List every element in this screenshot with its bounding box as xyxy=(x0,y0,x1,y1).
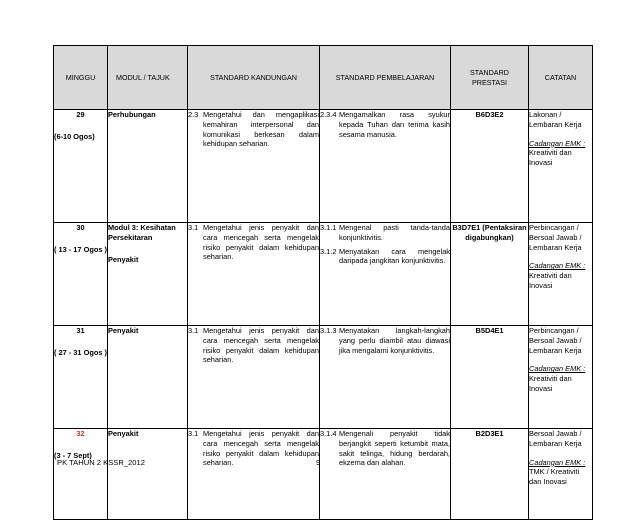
cadangan-text: Kreativiti dan Inovasi xyxy=(529,271,572,290)
kandungan-number: 3.1 xyxy=(188,326,199,335)
modul-title: Penyakit xyxy=(108,429,139,438)
header-row xyxy=(54,46,593,110)
modul-title: Perhubungan xyxy=(108,110,156,119)
cell-pembelajaran xyxy=(320,326,451,429)
modul-subtitle: Penyakit xyxy=(108,254,139,264)
modul-title: Penyakit xyxy=(108,326,139,335)
cadangan-label: Cadangan EMK : xyxy=(529,261,586,271)
header-minggu: MINGGU xyxy=(54,46,108,110)
prestasi-code: B2D3E1 xyxy=(475,429,504,438)
cell-pembelajaran xyxy=(320,429,451,520)
cell-minggu xyxy=(54,223,108,326)
cell-kandungan xyxy=(188,326,320,429)
cadangan-text: Kreativiti dan Inovasi xyxy=(529,148,572,168)
pembelajaran-number: 2.3.4 xyxy=(320,110,337,119)
catatan-text: Bersoal Jawab / Lembaran Kerja xyxy=(529,429,582,448)
lesson-plan-table xyxy=(53,45,593,520)
cell-modul xyxy=(108,223,188,326)
kandungan-text: Mengetahui dan mengaplikasi kemahiran interpersonal dan komunikasi berkesan dalam kehidupan seharian. xyxy=(203,110,319,149)
kandungan-text: Mengetahui jenis penyakit dan cara mencegah serta mengelak risiko penyakit dalam kehidupan seharian. xyxy=(203,223,319,262)
modul-title: Modul 3: Kesihatan Persekitaran xyxy=(108,223,176,242)
header-catatan: CATATAN xyxy=(529,46,593,110)
cell-minggu xyxy=(54,110,108,223)
kandungan-text: Mengetahui jenis penyakit dan cara mencegah serta mengelak risiko penyakit dalam kehidupan seharian. xyxy=(203,429,319,468)
cell-kandungan xyxy=(188,429,320,520)
pembelajaran-text: Mengenal pasti tanda-tanda konjunktivitis. xyxy=(339,223,450,242)
week-range: (3 - 7 Sept) xyxy=(54,450,92,460)
kandungan-number: 3.1 xyxy=(188,429,199,438)
header-prestasi-line2: PRESTASI xyxy=(471,77,507,87)
header-standard-kandungan: STANDARD KANDUNGAN xyxy=(188,46,320,110)
cadangan-label: Cadangan EMK : xyxy=(529,138,586,148)
header-standard-pembelajaran: STANDARD PEMBELAJARAN xyxy=(320,46,451,110)
cell-modul xyxy=(108,110,188,223)
week-number: 29 xyxy=(76,110,85,119)
prestasi-code: B3D7E1 (Pentaksiran digabungkan) xyxy=(452,223,527,242)
cadangan-text: Kreativiti dan Inovasi xyxy=(529,374,572,393)
week-number: 32 xyxy=(76,429,85,438)
table-row xyxy=(54,223,593,326)
catatan-text: Perbincangan / Bersoal Jawab / Lembaran Kerja xyxy=(529,326,582,355)
cell-prestasi xyxy=(451,429,529,520)
week-number: 30 xyxy=(76,223,85,232)
prestasi-code: B6D3E2 xyxy=(475,110,504,119)
cell-prestasi xyxy=(451,223,529,326)
cell-catatan xyxy=(529,429,593,520)
pembelajaran-number: 3.1.1 xyxy=(320,223,337,232)
cell-catatan xyxy=(529,110,593,223)
cadangan-text: TMK / Kreativiti dan Inovasi xyxy=(529,467,580,487)
week-range: ( 27 - 31 Ogos ) xyxy=(54,347,107,357)
cell-catatan xyxy=(529,223,593,326)
cell-minggu xyxy=(54,326,108,429)
pembelajaran-number: 3.1.3 xyxy=(320,326,337,335)
cell-pembelajaran xyxy=(320,110,451,223)
week-range: (6-10 Ogos) xyxy=(54,131,95,141)
table-row xyxy=(54,326,593,429)
cell-pembelajaran xyxy=(320,223,451,326)
pembelajaran-number: 3.1.4 xyxy=(320,429,337,438)
cell-kandungan xyxy=(188,110,320,223)
kandungan-number: 3.1 xyxy=(188,223,199,232)
cell-modul xyxy=(108,429,188,520)
pembelajaran-text: Mengamalkan rasa syukur kepada Tuhan dan terima kasih sesama manusia. xyxy=(339,110,450,139)
week-number: 31 xyxy=(76,326,85,335)
header-modul: MODUL / TAJUK xyxy=(108,46,188,110)
cadangan-label: Cadangan EMK : xyxy=(529,457,586,467)
kandungan-text: Mengetahui jenis penyakit dan cara mencegah serta mengelak risiko penyakit dalam kehidupan seharian. xyxy=(203,326,319,365)
table-row xyxy=(54,429,593,520)
cell-minggu xyxy=(54,429,108,520)
footer-doc-label: PK TAHUN 2 KSSR_2012 xyxy=(57,458,145,467)
cell-modul xyxy=(108,326,188,429)
cadangan-label: Cadangan EMK : xyxy=(529,364,586,374)
kandungan-number: 2.3 xyxy=(188,110,199,119)
pembelajaran-text: Menyatakan langkah-langkah yang perlu diambil atau diawasi jika mengalami konjunktivitis. xyxy=(339,326,450,355)
cell-prestasi xyxy=(451,110,529,223)
cell-kandungan xyxy=(188,223,320,326)
pembelajaran-text: Menyatakan cara mengelak daripada jangkitan konjunktivitis. xyxy=(339,246,450,266)
header-prestasi-line1: STANDARD xyxy=(469,68,509,77)
prestasi-code: B5D4E1 xyxy=(475,326,504,335)
cell-catatan xyxy=(529,326,593,429)
table-row xyxy=(54,110,593,223)
week-range: ( 13 - 17 Ogos ) xyxy=(54,244,107,254)
cell-prestasi xyxy=(451,326,529,429)
catatan-text: Lakonan / Lembaran Kerja xyxy=(529,110,582,129)
catatan-text: Perbincangan / Bersoal Jawab / Lembaran Kerja xyxy=(529,223,582,252)
page-number: 9 xyxy=(316,458,321,467)
pembelajaran-text: Mengenali penyakit tidak berjangkit seperti ketumbit mata, sakit telinga, hidung berdarah, ekzema dan alahan. xyxy=(339,429,450,468)
pembelajaran-number: 3.1.2 xyxy=(320,246,337,256)
header-standard-prestasi xyxy=(451,46,529,110)
